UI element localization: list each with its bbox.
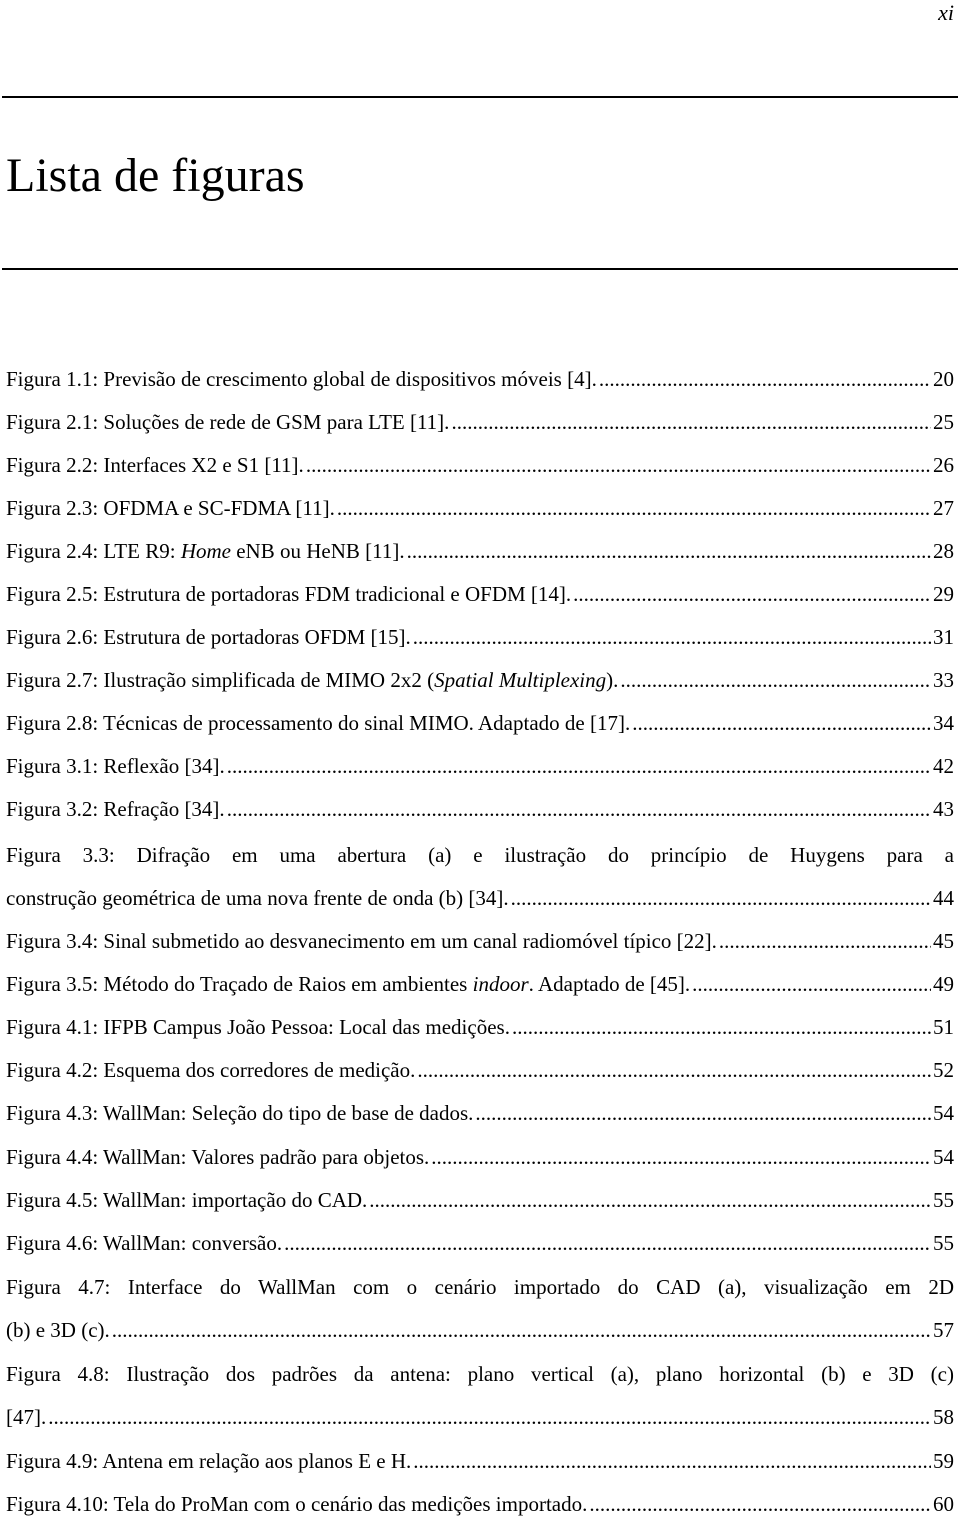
list-item[interactable] (6, 358, 954, 401)
entry-page: 43 (933, 797, 954, 821)
list-item[interactable] (6, 444, 954, 487)
list-item[interactable] (6, 530, 954, 573)
entry-page: 33 (933, 668, 954, 692)
dot-leader (431, 1136, 931, 1179)
dot-leader (227, 788, 931, 831)
entry-label: Figura 4.1: IFPB Campus João Pessoa: Local das medições. (6, 1015, 510, 1039)
dot-leader (511, 877, 931, 920)
entry-page: 31 (933, 625, 954, 649)
dot-leader (337, 487, 931, 530)
entry-page: 25 (933, 410, 954, 434)
entry-page: 57 (933, 1318, 954, 1342)
list-item[interactable] (6, 659, 954, 702)
list-item[interactable] (6, 1179, 954, 1222)
entry-page: 51 (933, 1015, 954, 1039)
list-item[interactable] (6, 1092, 954, 1135)
list-item[interactable] (6, 702, 954, 745)
list-item[interactable] (6, 1440, 954, 1483)
entry-label: Figura 2.8: Técnicas de processamento do sinal MIMO. Adaptado de [17]. (6, 711, 631, 735)
entry-label: Figura 4.6: WallMan: conversão. (6, 1231, 283, 1255)
dot-leader (512, 1006, 931, 1049)
dot-leader (589, 1483, 931, 1526)
dot-leader (227, 745, 931, 788)
entry-page: 34 (933, 711, 954, 735)
list-item[interactable] (6, 1049, 954, 1092)
entry-label: Figura 4.4: WallMan: Valores padrão para objetos. (6, 1145, 430, 1169)
entry-label: Figura 1.1: Previsão de crescimento global de dispositivos móveis [4]. (6, 367, 597, 391)
dot-leader (692, 963, 931, 1006)
dot-leader (306, 444, 931, 487)
list-item[interactable] (6, 487, 954, 530)
dot-leader (284, 1222, 931, 1265)
entry-page: 20 (933, 367, 954, 391)
entry-label: Figura 4.9: Antena em relação aos planos E e H. (6, 1449, 412, 1473)
entry-label: Figura 4.2: Esquema dos corredores de medição. (6, 1058, 416, 1082)
entry-page: 54 (933, 1145, 954, 1169)
list-item[interactable] (6, 1353, 954, 1439)
entry-label-line1: Figura 4.8: Ilustração dos padrões da antena: plano vertical (a), plano horizontal (b) e 3D (c) (6, 1362, 954, 1386)
list-item[interactable] (6, 1266, 954, 1352)
entry-label: Figura 4.3: WallMan: Seleção do tipo de base de dados. (6, 1101, 474, 1125)
entry-label-line2: [47]. (6, 1405, 47, 1429)
entry-label-line1: Figura 3.3: Difração em uma abertura (a) e ilustração do princípio de Huygens para a (6, 843, 954, 867)
dot-leader (599, 358, 931, 401)
entry-label: Figura 3.1: Reflexão [34]. (6, 754, 225, 778)
list-item[interactable] (6, 963, 954, 1006)
list-item[interactable] (6, 788, 954, 831)
entry-label-line2: construção geométrica de uma nova frente de onda (b) [34]. (6, 886, 509, 910)
list-item[interactable] (6, 745, 954, 788)
entry-label: Figura 2.3: OFDMA e SC-FDMA [11]. (6, 496, 335, 520)
entry-page: 49 (933, 972, 954, 996)
entry-page: 55 (933, 1231, 954, 1255)
dot-leader (417, 1049, 931, 1092)
entry-page: 60 (933, 1492, 954, 1516)
dot-leader (632, 702, 931, 745)
dot-leader (573, 573, 931, 616)
entry-label: Figura 3.4: Sinal submetido ao desvanecimento em um canal radiomóvel típico [22]. (6, 929, 717, 953)
list-item[interactable] (6, 834, 954, 920)
entry-page: 55 (933, 1188, 954, 1212)
list-item[interactable] (6, 401, 954, 444)
entry-label: Figura 2.7: Ilustração simplificada de MIMO 2x2 (Spatial Multiplexing). (6, 668, 619, 692)
entry-label: Figura 2.2: Interfaces X2 e S1 [11]. (6, 453, 304, 477)
entry-page: 45 (933, 929, 954, 953)
page-title: Lista de figuras (6, 149, 305, 202)
entry-page: 27 (933, 496, 954, 520)
entry-label: Figura 4.10: Tela do ProMan com o cenário das medições importado. (6, 1492, 588, 1516)
entry-page: 26 (933, 453, 954, 477)
list-item[interactable] (6, 1483, 954, 1526)
dot-leader (719, 920, 931, 963)
entry-label-line2: (b) e 3D (c). (6, 1318, 110, 1342)
list-item[interactable] (6, 616, 954, 659)
list-item[interactable] (6, 1136, 954, 1179)
entry-label: Figura 4.5: WallMan: importação do CAD. (6, 1188, 368, 1212)
entry-page: 54 (933, 1101, 954, 1125)
entry-page: 59 (933, 1449, 954, 1473)
dot-leader (620, 659, 931, 702)
header-rule (2, 96, 958, 98)
entry-page: 42 (933, 754, 954, 778)
title-rule (2, 268, 958, 270)
entry-page: 58 (933, 1405, 954, 1429)
entry-label: Figura 2.4: LTE R9: Home eNB ou HeNB [11]. (6, 539, 405, 563)
entry-label: Figura 3.2: Refração [34]. (6, 797, 225, 821)
list-item[interactable] (6, 573, 954, 616)
dot-leader (413, 616, 931, 659)
entry-label: Figura 2.6: Estrutura de portadoras OFDM [15]. (6, 625, 411, 649)
dot-leader (475, 1092, 931, 1135)
dot-leader (48, 1396, 931, 1439)
entry-label: Figura 2.5: Estrutura de portadoras FDM tradicional e OFDM [14]. (6, 582, 572, 606)
entry-label: Figura 2.1: Soluções de rede de GSM para LTE [11]. (6, 410, 450, 434)
dot-leader (112, 1309, 931, 1352)
page-number: xi (938, 0, 954, 25)
entry-page: 28 (933, 539, 954, 563)
entry-label: Figura 3.5: Método do Traçado de Raios em ambientes indoor. Adaptado de [45]. (6, 972, 691, 996)
dot-leader (407, 530, 931, 573)
list-item[interactable] (6, 1222, 954, 1265)
list-item[interactable] (6, 920, 954, 963)
entry-page: 44 (933, 886, 954, 910)
dot-leader (451, 401, 931, 444)
dot-leader (369, 1179, 931, 1222)
entry-page: 29 (933, 582, 954, 606)
entry-label-line1: Figura 4.7: Interface do WallMan com o cenário importado do CAD (a), visualização em 2D (6, 1275, 954, 1299)
list-item[interactable] (6, 1006, 954, 1049)
entry-page: 52 (933, 1058, 954, 1082)
dot-leader (413, 1440, 931, 1483)
